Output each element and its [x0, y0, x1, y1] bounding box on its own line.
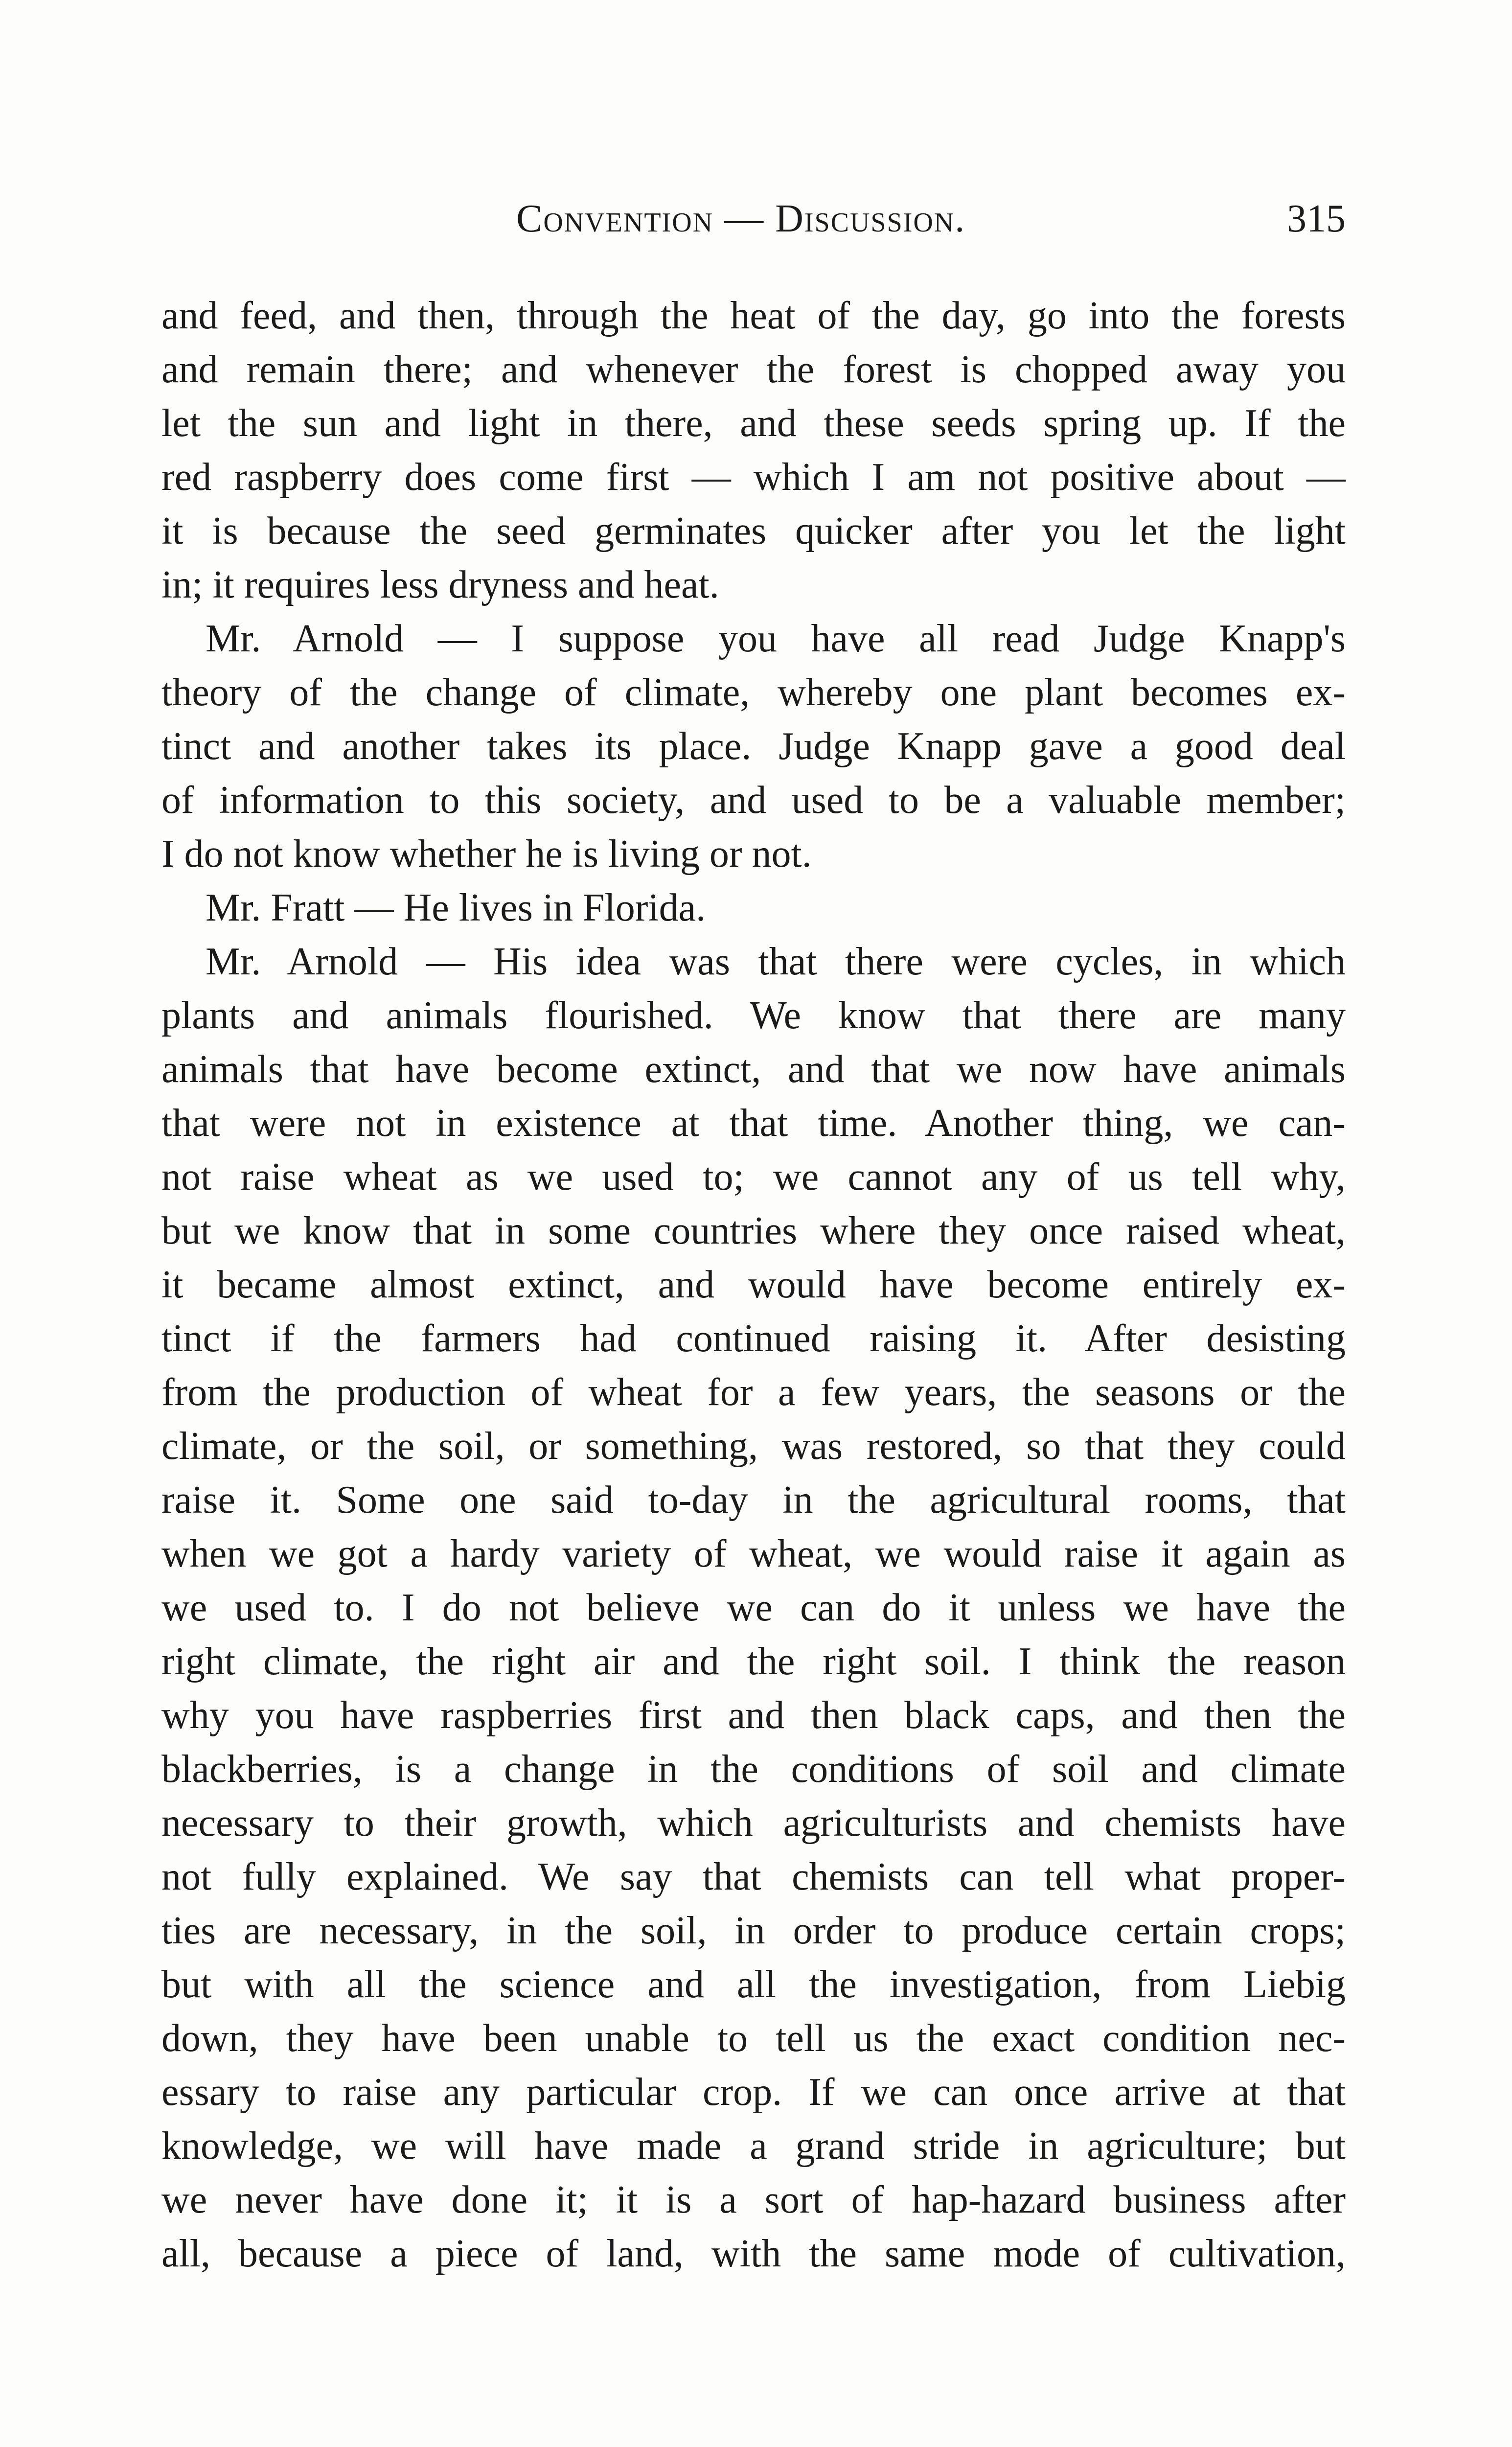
text-line: and remain there; and whenever the forest is chopped away you	[161, 348, 1346, 391]
text-line: essary to raise any particular crop. If we can once arrive at that	[161, 2071, 1346, 2114]
text-line: I do not know whether he is living or not.	[161, 832, 812, 876]
text-line: knowledge, we will have made a grand stride in agriculture; but	[161, 2124, 1346, 2168]
body-text	[161, 289, 1346, 2281]
text-line: but with all the science and all the investigation, from Liebig	[161, 1963, 1346, 2006]
text-line: all, because a piece of land, with the same mode of cultivation,	[161, 2232, 1346, 2275]
text-line: that were not in existence at that time. Another thing, we can-	[161, 1102, 1346, 1145]
text-line: why you have raspberries first and then black caps, and then the	[161, 1694, 1346, 1737]
running-head: Convention — Discussion.	[516, 197, 966, 240]
text-line: of information to this society, and used to be a valuable member;	[161, 779, 1346, 822]
text-line: it is because the seed germinates quicker after you let the light	[161, 509, 1346, 553]
text-line: Mr. Fratt — He lives in Florida.	[206, 886, 706, 929]
text-line: necessary to their growth, which agriculturists and chemists have	[161, 1801, 1346, 1845]
text-line: climate, or the soil, or something, was restored, so that they could	[161, 1425, 1346, 1468]
text-line: it became almost extinct, and would have become entirely ex-	[161, 1263, 1346, 1306]
text-line: but we know that in some countries where they once raised wheat,	[161, 1209, 1346, 1252]
text-line: we never have done it; it is a sort of hap-hazard business after	[161, 2178, 1346, 2221]
text-line: blackberries, is a change in the conditions of soil and climate	[161, 1748, 1346, 1791]
text-line: tinct if the farmers had continued raising it. After desisting	[161, 1317, 1346, 1360]
text-line: not raise wheat as we used to; we cannot any of us tell why,	[161, 1155, 1346, 1199]
text-line: animals that have become extinct, and that we now have animals	[161, 1048, 1346, 1091]
text-line: from the production of wheat for a few years, the seasons or the	[161, 1371, 1346, 1414]
text-line: Mr. Arnold — His idea was that there were cycles, in which	[206, 940, 1346, 983]
text-line: plants and animals flourished. We know that there are many	[161, 994, 1346, 1037]
text-line: let the sun and light in there, and these seeds spring up. If the	[161, 402, 1346, 445]
text-line: tinct and another takes its place. Judge Knapp gave a good deal	[161, 725, 1346, 768]
text-line: right climate, the right air and the right soil. I think the reason	[161, 1640, 1346, 1683]
text-line: down, they have been unable to tell us the exact condition nec-	[161, 2017, 1346, 2060]
text-line: raise it. Some one said to-day in the agricultural rooms, that	[161, 1478, 1346, 1522]
text-line: red raspberry does come first — which I am not positive about —	[161, 456, 1346, 499]
text-line: when we got a hardy variety of wheat, we would raise it again as	[161, 1532, 1346, 1575]
text-line: and feed, and then, through the heat of the day, go into the forests	[161, 294, 1346, 337]
text-line: ties are necessary, in the soil, in order to produce certain crops;	[161, 1909, 1346, 1952]
text-line: we used to. I do not believe we can do it unless we have the	[161, 1586, 1346, 1629]
text-line: Mr. Arnold — I suppose you have all read Judge Knapp's	[206, 617, 1346, 660]
text-line: theory of the change of climate, whereby one plant becomes ex-	[161, 671, 1346, 714]
text-line: not fully explained. We say that chemists can tell what proper-	[161, 1855, 1346, 1898]
page-number: 315	[1287, 197, 1346, 240]
text-line: in; it requires less dryness and heat.	[161, 563, 719, 606]
page-header	[161, 192, 1346, 246]
